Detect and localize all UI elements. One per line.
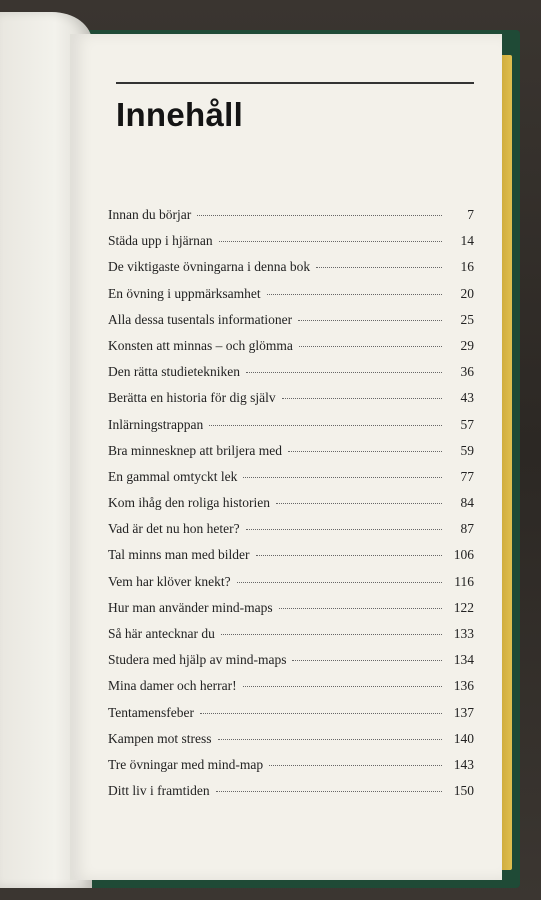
toc-entry — [108, 678, 474, 704]
toc-leader-dots — [237, 582, 442, 583]
toc-leader-dots — [292, 660, 442, 661]
toc-entry-title: En gammal omtyckt lek — [108, 468, 238, 484]
table-of-contents — [108, 207, 474, 809]
toc-page-number: 137 — [453, 704, 474, 720]
toc-entry-title: Vad är det nu hon heter? — [108, 521, 240, 537]
toc-entry — [108, 783, 474, 809]
toc-leader-dots — [243, 477, 442, 478]
toc-leader-dots — [200, 713, 442, 714]
toc-entry-title: Ditt liv i framtiden — [108, 783, 210, 799]
toc-entry — [108, 626, 474, 652]
toc-page-number: 140 — [453, 730, 474, 746]
toc-page-number: 122 — [453, 599, 474, 615]
toc-entry-title: Innan du börjar — [108, 207, 192, 222]
toc-entry-title: Alla dessa tusentals informationer — [108, 311, 293, 327]
toc-leader-dots — [282, 398, 442, 399]
toc-entry — [108, 207, 474, 233]
toc-entry — [108, 390, 474, 416]
toc-entry — [108, 443, 474, 469]
toc-entry — [108, 757, 474, 783]
toc-page-number: 150 — [453, 783, 474, 799]
toc-leader-dots — [218, 739, 443, 740]
toc-entry — [108, 705, 474, 731]
toc-entry-title: Hur man använder mind-maps — [108, 599, 273, 615]
toc-entry-title: Mina damer och herrar! — [108, 678, 237, 694]
toc-leader-dots — [288, 451, 442, 452]
toc-page-number: 106 — [453, 547, 474, 563]
toc-leader-dots — [267, 294, 442, 295]
toc-page-number: 134 — [453, 652, 474, 668]
toc-page-number: 87 — [460, 521, 474, 537]
toc-entry — [108, 574, 474, 600]
toc-entry-title: Studera med hjälp av mind-maps — [108, 652, 287, 668]
toc-entry-title: Bra minnesknep att briljera med — [108, 442, 282, 458]
toc-leader-dots — [246, 529, 442, 530]
toc-entry — [108, 364, 474, 390]
toc-entry-title: Inlärningstrappan — [108, 416, 204, 432]
toc-entry-title: Tre övningar med mind-map — [108, 756, 264, 772]
toc-leader-dots — [197, 215, 442, 216]
toc-page-number: 143 — [453, 756, 474, 772]
toc-leader-dots — [246, 372, 442, 373]
toc-page-number: 77 — [460, 468, 474, 484]
toc-leader-dots — [316, 267, 442, 268]
toc-leader-dots — [216, 791, 442, 792]
toc-entry-title: Kom ihåg den roliga historien — [108, 495, 270, 511]
toc-entry-title: Konsten att minnas – och glömma — [108, 337, 293, 353]
toc-entry — [108, 233, 474, 259]
toc-leader-dots — [276, 503, 442, 504]
toc-page-number: 43 — [460, 390, 474, 406]
toc-entry — [108, 417, 474, 443]
toc-leader-dots — [298, 320, 442, 321]
toc-page-number: 20 — [460, 285, 474, 301]
toc-leader-dots — [256, 555, 442, 556]
toc-page-number: 14 — [460, 233, 474, 249]
toc-entry — [108, 521, 474, 547]
header-rule — [116, 82, 474, 84]
toc-entry — [108, 600, 474, 626]
toc-leader-dots — [299, 346, 442, 347]
toc-page-number: 7 — [467, 207, 474, 222]
toc-entry — [108, 547, 474, 573]
toc-entry — [108, 259, 474, 285]
toc-entry — [108, 652, 474, 678]
toc-entry-title: Berätta en historia för dig själv — [108, 390, 276, 406]
toc-entry-title: Tentamensfeber — [108, 704, 195, 720]
toc-leader-dots — [219, 241, 442, 242]
toc-entry-title: Den rätta studietekniken — [108, 364, 240, 380]
toc-leader-dots — [209, 425, 442, 426]
toc-entry-title: Vem har klöver knekt? — [108, 573, 231, 589]
toc-leader-dots — [279, 608, 442, 609]
toc-entry-title: Städa upp i hjärnan — [108, 233, 213, 249]
toc-page-number: 16 — [460, 259, 474, 275]
toc-leader-dots — [243, 686, 442, 687]
toc-page-number: 25 — [460, 311, 474, 327]
toc-page-number: 84 — [460, 495, 474, 511]
toc-entry-title: Kampen mot stress — [108, 730, 212, 746]
page-title: Innehåll — [116, 96, 244, 133]
toc-page-number: 59 — [460, 442, 474, 458]
toc-entry — [108, 338, 474, 364]
toc-page-number: 133 — [453, 626, 474, 641]
toc-entry — [108, 469, 474, 495]
toc-entry — [108, 495, 474, 521]
toc-entry-title: Tal minns man med bilder — [108, 547, 250, 563]
toc-entry-title: En övning i uppmärksamhet — [108, 285, 261, 301]
toc-entry — [108, 731, 474, 757]
toc-page-number: 136 — [453, 678, 474, 694]
toc-entry — [108, 312, 474, 338]
toc-page-number: 36 — [460, 364, 474, 380]
toc-leader-dots — [269, 765, 442, 766]
toc-page-number: 57 — [460, 416, 474, 432]
toc-page-number: 29 — [460, 337, 474, 353]
toc-entry-title: Så här antecknar du — [108, 626, 215, 641]
toc-entry-title: De viktigaste övningarna i denna bok — [108, 259, 311, 275]
toc-page-number: 116 — [454, 573, 474, 589]
toc-leader-dots — [221, 634, 442, 635]
toc-entry — [108, 286, 474, 312]
